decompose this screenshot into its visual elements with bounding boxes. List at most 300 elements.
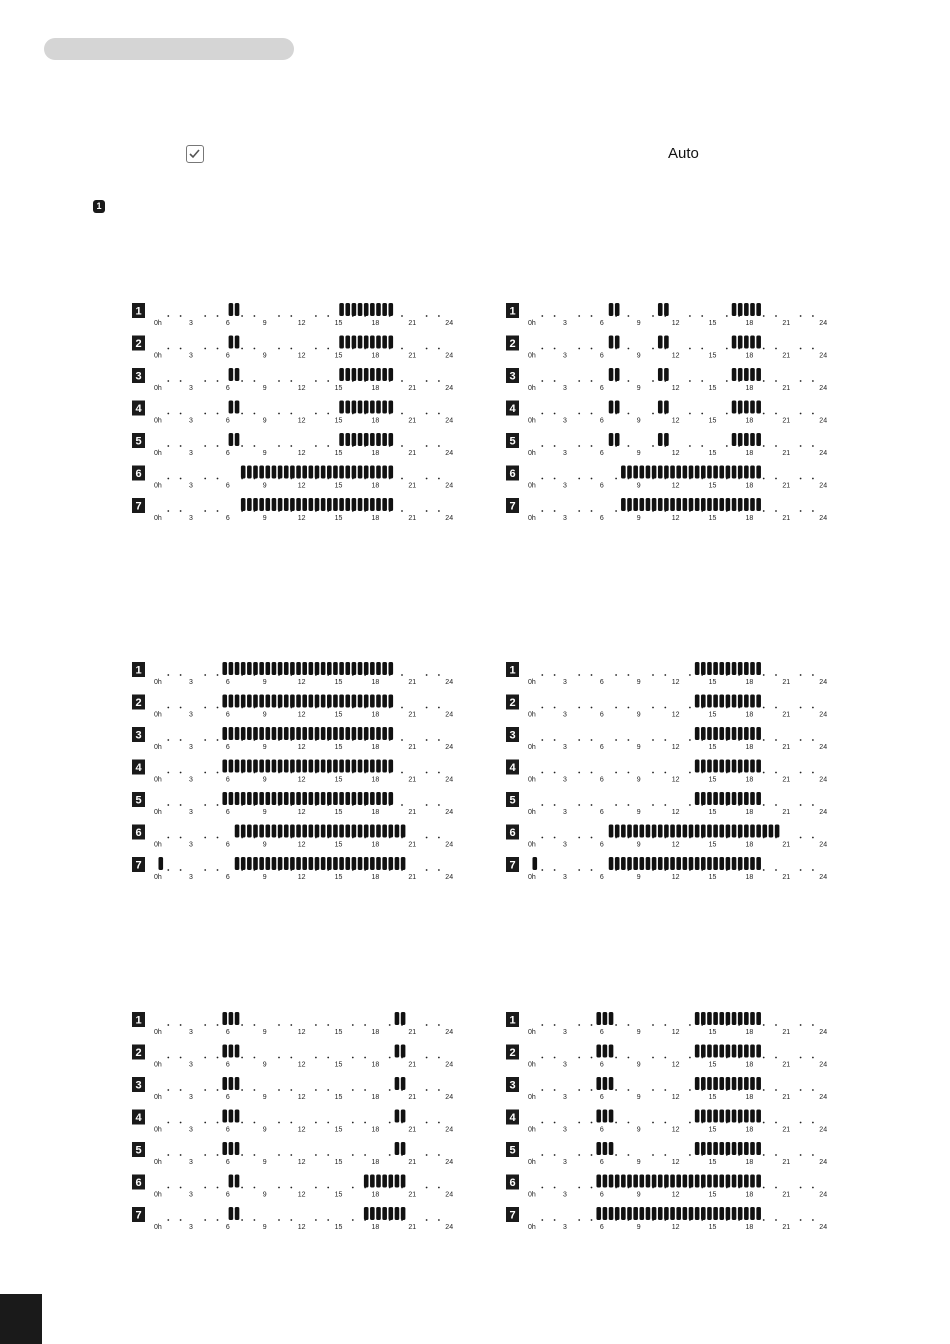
hour-tick-dot: [315, 1057, 317, 1059]
hour-tick-dot: [628, 445, 630, 447]
schedule-segment: [376, 466, 381, 479]
hour-tick-dot: [438, 348, 440, 350]
schedule-segment: [235, 1110, 240, 1123]
hour-tick-dot: [167, 315, 169, 317]
hour-label: 9: [262, 874, 267, 881]
hour-tick-dot: [812, 772, 814, 774]
hour-tick-dot: [800, 1122, 802, 1124]
hour-label: 6: [225, 841, 230, 849]
hour-label: 21: [408, 1126, 417, 1134]
schedule-segment: [744, 1142, 749, 1155]
schedule-segment: [596, 1207, 601, 1220]
schedule-segment: [229, 1110, 234, 1123]
hour-tick-dot: [701, 348, 703, 350]
hour-tick-dot: [628, 804, 630, 806]
hour-tick-dot: [426, 837, 428, 839]
hour-label: 0h: [528, 809, 536, 816]
schedule-segment: [695, 1012, 700, 1025]
schedule-segment: [364, 792, 369, 805]
hour-tick-dot: [352, 1089, 354, 1091]
schedule-segment: [339, 825, 344, 838]
hour-tick-dot: [628, 707, 630, 709]
hour-label: 0h: [528, 776, 536, 784]
hour-tick-dot: [278, 1122, 280, 1124]
schedule-segment: [235, 1012, 240, 1025]
hour-tick-dot: [541, 739, 543, 741]
hour-label: 12: [671, 450, 680, 457]
hour-tick-dot: [438, 380, 440, 382]
schedule-segment: [596, 1012, 601, 1025]
hour-tick-dot: [689, 413, 691, 415]
schedule-segment: [229, 1012, 234, 1025]
schedule-segment: [364, 825, 369, 838]
schedule-segment: [750, 1077, 755, 1090]
schedule-segment: [707, 727, 712, 740]
hour-tick-dot: [217, 445, 219, 447]
hour-label: 15: [334, 874, 343, 881]
hour-tick-dot: [241, 380, 243, 382]
schedule-segment: [719, 1142, 724, 1155]
day-number: 4: [509, 762, 516, 774]
schedule-segment: [756, 336, 761, 349]
hour-tick-dot: [800, 804, 802, 806]
hour-label: 6: [225, 417, 230, 425]
hour-label: 12: [297, 515, 306, 522]
hour-label: 24: [445, 679, 454, 686]
schedule-segment: [689, 466, 694, 479]
schedule-segment: [235, 433, 240, 446]
hour-tick-dot: [315, 445, 317, 447]
hour-tick-dot: [628, 1024, 630, 1026]
day-number: 4: [135, 762, 142, 774]
hour-label: 21: [782, 515, 791, 522]
hour-tick-dot: [615, 1089, 617, 1091]
hour-label: 24: [445, 515, 454, 522]
hour-label: 18: [745, 679, 754, 686]
hour-tick-dot: [167, 837, 169, 839]
hour-label: 9: [262, 352, 267, 360]
schedule-segment: [719, 662, 724, 675]
hour-tick-dot: [812, 380, 814, 382]
hour-tick-dot: [812, 1089, 814, 1091]
schedule-segment: [707, 1207, 712, 1220]
schedule-segment: [627, 857, 632, 870]
schedule-segment: [345, 498, 350, 511]
hour-tick-dot: [426, 1057, 428, 1059]
hour-tick-dot: [167, 707, 169, 709]
schedule-segment: [376, 792, 381, 805]
hour-tick-dot: [438, 1219, 440, 1221]
schedule-segment: [358, 825, 363, 838]
hour-label: 18: [745, 1159, 754, 1166]
hour-tick-dot: [689, 1024, 691, 1026]
schedule-segment: [296, 825, 301, 838]
schedule-segment: [315, 466, 320, 479]
schedule-segment: [222, 760, 227, 773]
schedule-segment: [633, 1175, 638, 1188]
hour-tick-dot: [812, 1024, 814, 1026]
schedule-segment: [352, 727, 357, 740]
hour-label: 24: [819, 744, 828, 751]
hour-label: 9: [262, 1126, 267, 1134]
schedule-segment: [738, 466, 743, 479]
hour-label: 15: [334, 482, 343, 490]
hour-tick-dot: [578, 380, 580, 382]
schedule-panel-2: [504, 295, 834, 525]
schedule-segment: [713, 498, 718, 511]
hour-tick-dot: [628, 1154, 630, 1156]
hour-tick-dot: [615, 1154, 617, 1156]
schedule-segment: [719, 1207, 724, 1220]
schedule-segment: [376, 857, 381, 870]
schedule-segment: [376, 401, 381, 414]
hour-tick-dot: [554, 674, 556, 676]
hour-label: 3: [188, 515, 193, 522]
schedule-segment: [676, 466, 681, 479]
schedule-segment: [658, 368, 663, 381]
schedule-segment: [738, 498, 743, 511]
hour-label: 18: [745, 841, 754, 849]
schedule-segment: [364, 466, 369, 479]
schedule-segment: [364, 695, 369, 708]
day-number: 4: [509, 1112, 516, 1124]
hour-tick-dot: [775, 1122, 777, 1124]
schedule-segment: [370, 760, 375, 773]
hour-label: 18: [371, 1191, 380, 1199]
hour-tick-dot: [254, 315, 256, 317]
hour-label: 6: [599, 1094, 604, 1101]
schedule-segment: [339, 727, 344, 740]
schedule-segment: [235, 760, 240, 773]
schedule-segment: [389, 792, 394, 805]
hour-tick-dot: [591, 413, 593, 415]
schedule-segment: [309, 466, 314, 479]
schedule-segment: [321, 662, 326, 675]
hour-label: 9: [262, 809, 267, 816]
hour-label: 18: [745, 515, 754, 522]
hour-tick-dot: [775, 1154, 777, 1156]
schedule-segment: [247, 727, 252, 740]
hour-tick-dot: [426, 869, 428, 871]
hour-tick-dot: [763, 869, 765, 871]
hour-tick-dot: [241, 1154, 243, 1156]
schedule-segment: [395, 1175, 400, 1188]
hour-tick-dot: [254, 1057, 256, 1059]
schedule-segment: [352, 401, 357, 414]
schedule-segment: [272, 662, 277, 675]
schedule-segment: [750, 1175, 755, 1188]
hour-label: 3: [562, 711, 567, 719]
schedule-segment: [695, 1045, 700, 1058]
hour-label: 0h: [528, 1094, 536, 1101]
hour-tick-dot: [578, 478, 580, 480]
hour-tick-dot: [204, 674, 206, 676]
schedule-segment: [389, 401, 394, 414]
schedule-segment: [315, 498, 320, 511]
schedule-segment: [222, 695, 227, 708]
hour-tick-dot: [800, 707, 802, 709]
hour-label: 12: [671, 417, 680, 425]
schedule-segment: [726, 1142, 731, 1155]
schedule-segment: [707, 1110, 712, 1123]
schedule-segment: [707, 1175, 712, 1188]
hour-label: 3: [188, 874, 193, 881]
schedule-segment: [744, 662, 749, 675]
hour-label: 21: [408, 482, 417, 490]
hour-tick-dot: [401, 348, 403, 350]
schedule-segment: [370, 857, 375, 870]
hour-tick-dot: [364, 1024, 366, 1026]
schedule-segment: [358, 336, 363, 349]
schedule-segment: [732, 857, 737, 870]
hour-tick-dot: [763, 1219, 765, 1221]
hour-tick-dot: [180, 380, 182, 382]
hour-tick-dot: [180, 1089, 182, 1091]
hour-label: 9: [262, 450, 267, 457]
schedule-segment: [364, 1207, 369, 1220]
schedule-segment: [640, 857, 645, 870]
schedule-segment: [683, 498, 688, 511]
hour-label: 12: [671, 874, 680, 881]
hour-label: 3: [188, 1061, 193, 1069]
hour-label: 6: [225, 1191, 230, 1199]
hour-tick-dot: [167, 1024, 169, 1026]
schedule-segment: [738, 401, 743, 414]
hour-label: 21: [408, 385, 417, 392]
schedule-segment: [382, 433, 387, 446]
hour-label: 18: [745, 1094, 754, 1101]
hour-tick-dot: [800, 348, 802, 350]
hour-label: 3: [188, 744, 193, 751]
hour-tick-dot: [204, 1122, 206, 1124]
hour-label: 15: [708, 450, 717, 457]
schedule-segment: [302, 498, 307, 511]
hour-label: 18: [371, 1224, 380, 1231]
hour-label: 21: [408, 711, 417, 719]
hour-tick-dot: [438, 510, 440, 512]
hour-tick-dot: [652, 1122, 654, 1124]
schedule-segment: [290, 662, 295, 675]
hour-tick-dot: [541, 413, 543, 415]
schedule-segment: [603, 1045, 608, 1058]
schedule-segment: [382, 1207, 387, 1220]
schedule-segment: [713, 1012, 718, 1025]
hour-tick-dot: [438, 478, 440, 480]
schedule-segment: [266, 727, 271, 740]
hour-tick-dot: [541, 1089, 543, 1091]
hour-tick-dot: [591, 1122, 593, 1124]
hour-label: 24: [819, 450, 828, 457]
hour-tick-dot: [204, 413, 206, 415]
schedule-segment: [284, 857, 289, 870]
schedule-segment: [707, 498, 712, 511]
hour-tick-dot: [541, 772, 543, 774]
schedule-segment: [707, 857, 712, 870]
schedule-segment: [701, 466, 706, 479]
hour-tick-dot: [364, 1154, 366, 1156]
schedule-segment: [726, 760, 731, 773]
schedule-segment: [627, 825, 632, 838]
schedule-segment: [339, 662, 344, 675]
schedule-segment: [707, 695, 712, 708]
schedule-segment: [370, 433, 375, 446]
hour-tick-dot: [689, 804, 691, 806]
schedule-segment: [358, 760, 363, 773]
hour-label: 0h: [154, 1094, 162, 1101]
hour-label: 12: [297, 352, 306, 360]
hour-label: 6: [599, 1191, 604, 1199]
schedule-segment: [664, 1175, 669, 1188]
hour-tick-dot: [800, 869, 802, 871]
hour-tick-dot: [290, 1122, 292, 1124]
schedule-segment: [389, 368, 394, 381]
schedule-segment: [266, 825, 271, 838]
schedule-segment: [272, 825, 277, 838]
hour-tick-dot: [278, 1219, 280, 1221]
hour-tick-dot: [628, 348, 630, 350]
schedule-segment: [382, 760, 387, 773]
hour-tick-dot: [578, 739, 580, 741]
day-number: 3: [509, 1079, 516, 1092]
hour-tick-dot: [615, 1024, 617, 1026]
day-number: 5: [509, 794, 516, 807]
hour-label: 0h: [528, 744, 536, 751]
schedule-segment: [756, 1012, 761, 1025]
schedule-segment: [676, 498, 681, 511]
hour-tick-dot: [241, 315, 243, 317]
schedule-segment: [744, 336, 749, 349]
hour-tick-dot: [241, 1057, 243, 1059]
hour-label: 0h: [528, 1061, 536, 1069]
hour-label: 6: [225, 809, 230, 816]
hour-tick-dot: [426, 1219, 428, 1221]
hour-label: 6: [599, 1029, 604, 1036]
schedule-segment: [253, 792, 258, 805]
hour-tick-dot: [327, 1024, 329, 1026]
schedule-segment: [750, 1207, 755, 1220]
schedule-segment: [683, 466, 688, 479]
hour-tick-dot: [554, 1219, 556, 1221]
schedule-segment: [750, 1110, 755, 1123]
schedule-segment: [701, 1110, 706, 1123]
schedule-segment: [652, 1207, 657, 1220]
hour-tick-dot: [591, 674, 593, 676]
schedule-segment: [358, 695, 363, 708]
hour-label: 0h: [528, 841, 536, 849]
hour-label: 0h: [154, 1126, 162, 1134]
hour-label: 18: [745, 320, 754, 327]
hour-label: 12: [671, 1159, 680, 1166]
schedule-segment: [658, 466, 663, 479]
schedule-segment: [266, 792, 271, 805]
schedule-segment: [339, 303, 344, 316]
schedule-segment: [676, 1207, 681, 1220]
hour-label: 12: [297, 809, 306, 816]
schedule-segment: [241, 727, 246, 740]
hour-tick-dot: [438, 707, 440, 709]
day-number: 1: [135, 664, 142, 677]
hour-tick-dot: [438, 445, 440, 447]
hour-tick-dot: [775, 348, 777, 350]
hour-tick-dot: [278, 1057, 280, 1059]
hour-tick-dot: [726, 380, 728, 382]
hour-tick-dot: [800, 837, 802, 839]
schedule-segment: [345, 857, 350, 870]
hour-label: 21: [782, 841, 791, 849]
schedule-segment: [707, 662, 712, 675]
schedule-segment: [732, 303, 737, 316]
schedule-segment: [272, 695, 277, 708]
schedule-segment: [532, 857, 537, 870]
hour-tick-dot: [315, 315, 317, 317]
hour-tick-dot: [800, 478, 802, 480]
hour-label: 24: [445, 1029, 454, 1036]
hour-tick-dot: [278, 1089, 280, 1091]
schedule-segment: [235, 825, 240, 838]
hour-tick-dot: [591, 1024, 593, 1026]
hour-tick-dot: [701, 315, 703, 317]
hour-tick-dot: [426, 315, 428, 317]
hour-label: 0h: [154, 515, 162, 522]
hour-tick-dot: [180, 348, 182, 350]
hour-tick-dot: [204, 315, 206, 317]
schedule-segment: [222, 1110, 227, 1123]
hour-tick-dot: [352, 1219, 354, 1221]
hour-tick-dot: [204, 1154, 206, 1156]
hour-label: 3: [188, 711, 193, 719]
schedule-segment: [389, 336, 394, 349]
schedule-segment: [364, 1175, 369, 1188]
schedule-segment: [640, 1207, 645, 1220]
hour-tick-dot: [591, 772, 593, 774]
hour-tick-dot: [554, 315, 556, 317]
hour-tick-dot: [689, 348, 691, 350]
schedule-segment: [395, 1142, 400, 1155]
hour-tick-dot: [775, 510, 777, 512]
schedule-segment: [401, 1142, 406, 1155]
schedule-segment: [327, 825, 332, 838]
hour-tick-dot: [352, 1187, 354, 1189]
day-number: 1: [135, 1014, 142, 1027]
hour-tick-dot: [800, 510, 802, 512]
hour-tick-dot: [541, 1154, 543, 1156]
hour-tick-dot: [204, 1057, 206, 1059]
schedule-segment: [738, 1012, 743, 1025]
hour-label: 24: [819, 1061, 828, 1069]
schedule-segment: [315, 857, 320, 870]
hour-tick-dot: [290, 445, 292, 447]
schedule-segment: [621, 498, 626, 511]
schedule-segment: [296, 792, 301, 805]
schedule-segment: [738, 727, 743, 740]
hour-tick-dot: [438, 674, 440, 676]
schedule-segment: [296, 857, 301, 870]
hour-label: 24: [445, 352, 454, 360]
hour-label: 21: [782, 1061, 791, 1069]
schedule-segment: [738, 1175, 743, 1188]
hour-label: 15: [334, 744, 343, 751]
hour-tick-dot: [204, 707, 206, 709]
schedule-segment: [247, 695, 252, 708]
schedule-segment: [658, 303, 663, 316]
schedule-segment: [222, 1045, 227, 1058]
hour-tick-dot: [364, 1057, 366, 1059]
hour-tick-dot: [315, 348, 317, 350]
schedule-segment: [235, 1077, 240, 1090]
hour-tick-dot: [241, 1089, 243, 1091]
hour-label: 0h: [528, 679, 536, 686]
hour-tick-dot: [167, 348, 169, 350]
